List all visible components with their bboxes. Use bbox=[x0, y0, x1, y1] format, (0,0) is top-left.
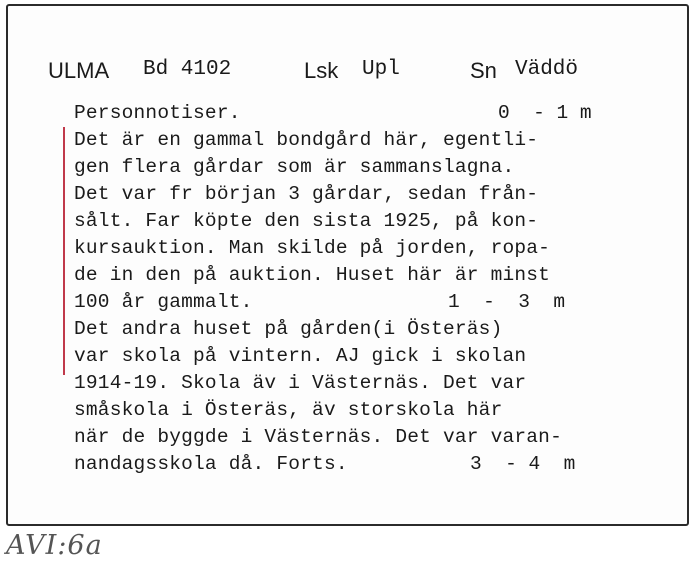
note-line: kursauktion. Man skilde på jorden, ropa- bbox=[74, 237, 551, 259]
note-line: de in den på auktion. Huset här är minst bbox=[74, 264, 551, 286]
note-line: Det andra huset på gården(i Österäs) bbox=[74, 318, 503, 340]
tape-reference: 0 - 1 m bbox=[498, 102, 592, 124]
margin-marker bbox=[63, 127, 65, 375]
note-line: nandagsskola då. Forts. bbox=[74, 453, 348, 475]
note-line: småskola i Österäs, äv storskola här bbox=[74, 399, 503, 421]
handwritten-signature: AVI:6a bbox=[6, 530, 103, 561]
archive-code: ULMA bbox=[48, 58, 110, 83]
note-line: sålt. Far köpte den sista 1925, på kon- bbox=[74, 210, 539, 232]
note-line: var skola på vintern. AJ gick i skolan bbox=[74, 345, 527, 367]
note-line: 1914-19. Skola äv i Västernäs. Det var bbox=[74, 372, 527, 394]
record-number: Bd 4102 bbox=[143, 58, 232, 81]
lsk-value: Upl bbox=[362, 58, 400, 81]
note-line: gen flera gårdar som är sammanslagna. bbox=[74, 156, 515, 178]
lsk-label: Lsk bbox=[304, 58, 339, 83]
sn-value: Väddö bbox=[515, 58, 579, 81]
note-line: när de byggde i Västernäs. Det var varan- bbox=[74, 426, 562, 448]
sn-label: Sn bbox=[470, 58, 497, 83]
tape-reference: 3 - 4 m bbox=[470, 453, 576, 475]
note-line: Det var fr början 3 gårdar, sedan från- bbox=[74, 183, 539, 205]
note-line: Personnotiser. bbox=[74, 102, 241, 124]
note-line: 100 år gammalt. bbox=[74, 291, 253, 313]
note-line: Det är en gammal bondgård här, egentli- bbox=[74, 129, 539, 151]
tape-reference: 1 - 3 m bbox=[448, 291, 566, 313]
